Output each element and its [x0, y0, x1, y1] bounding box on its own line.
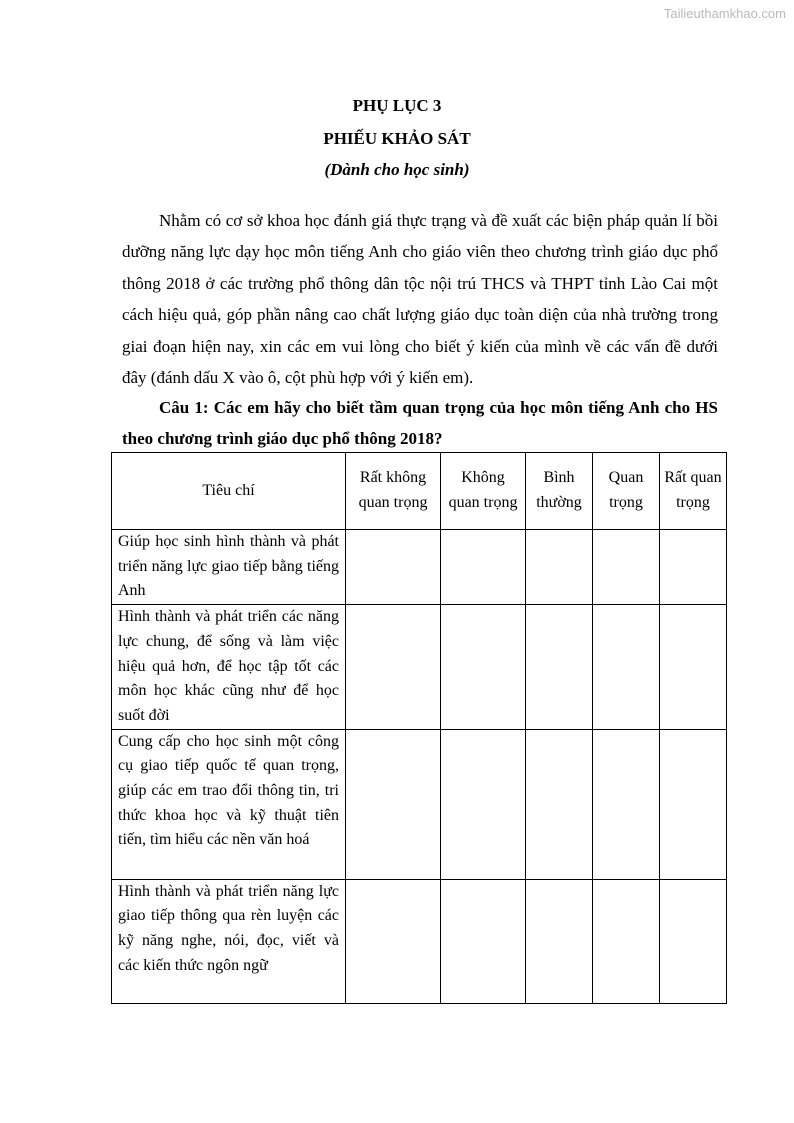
- table-header-row: [112, 453, 727, 530]
- rating-cell-unimportant[interactable]: [441, 729, 526, 879]
- rating-cell-unimportant[interactable]: [441, 879, 526, 1003]
- rating-cell-very-unimportant[interactable]: [346, 879, 441, 1003]
- appendix-label: PHỤ LỤC 3: [352, 96, 442, 115]
- criteria-cell: Hình thành và phát triển năng lực giao tiếp thông qua rèn luyện các kỹ năng nghe, nói, đọc, viết và các kiến thức ngôn ngữ: [112, 879, 346, 1003]
- rating-cell-normal[interactable]: [526, 879, 593, 1003]
- criteria-cell: Giúp học sinh hình thành và phát triển năng lực giao tiếp bằng tiếng Anh: [112, 530, 346, 605]
- header-very-important: Rất quan trọng: [660, 453, 727, 530]
- rating-cell-normal[interactable]: [526, 605, 593, 730]
- question-1: Câu 1: Các em hãy cho biết tầm quan trọng của học môn tiếng Anh cho HS theo chương trình giáo dục phổ thông 2018?: [122, 398, 718, 448]
- rating-cell-very-important[interactable]: [660, 605, 727, 730]
- table-row: [112, 530, 727, 605]
- rating-cell-very-important[interactable]: [660, 729, 727, 879]
- header-very-unimportant: Rất không quan trọng: [346, 453, 441, 530]
- survey-table: [111, 452, 727, 1004]
- table-row: [112, 605, 727, 730]
- table-row: [112, 879, 727, 1003]
- rating-cell-very-important[interactable]: [660, 530, 727, 605]
- rating-cell-very-unimportant[interactable]: [346, 605, 441, 730]
- survey-title: PHIẾU KHẢO SÁT: [323, 129, 471, 148]
- criteria-cell: Cung cấp cho học sinh một công cụ giao tiếp quốc tế quan trọng, giúp các em trao đổi thông tin, tri thức khoa học và kỹ thuật tiên tiến, tìm hiểu các nền văn hoá: [112, 729, 346, 879]
- survey-subtitle: (Dành cho học sinh): [324, 160, 470, 179]
- criteria-cell: Hình thành và phát triển các năng lực chung, để sống và làm việc hiệu quả hơn, để học tập tốt các môn học khác cũng như để học suốt đời: [112, 605, 346, 730]
- header-normal: Bình thường: [526, 453, 593, 530]
- header-important: Quan trọng: [593, 453, 660, 530]
- watermark: Tailieuthamkhao.com: [663, 6, 786, 21]
- rating-cell-very-unimportant[interactable]: [346, 729, 441, 879]
- rating-cell-important[interactable]: [593, 729, 660, 879]
- rating-cell-unimportant[interactable]: [441, 605, 526, 730]
- rating-cell-unimportant[interactable]: [441, 530, 526, 605]
- rating-cell-important[interactable]: [593, 530, 660, 605]
- rating-cell-very-important[interactable]: [660, 879, 727, 1003]
- rating-cell-important[interactable]: [593, 605, 660, 730]
- rating-cell-normal[interactable]: [526, 530, 593, 605]
- table-row: [112, 729, 727, 879]
- header-criteria: Tiêu chí: [112, 453, 346, 530]
- rating-cell-very-unimportant[interactable]: [346, 530, 441, 605]
- rating-cell-important[interactable]: [593, 879, 660, 1003]
- rating-cell-normal[interactable]: [526, 729, 593, 879]
- intro-paragraph: Nhằm có cơ sở khoa học đánh giá thực trạng và đề xuất các biện pháp quản lí bồi dưỡng năng lực dạy học môn tiếng Anh cho giáo viên theo chương trình giáo dục phổ thông 2018 ở các trường phổ thông dân tộc nội trú THCS và THPT tỉnh Lào Cai một cách hiệu quả, góp phần nâng cao chất lượng giáo dục toàn diện của nhà trường trong giai đoạn hiện nay, xin các em vui lòng cho biết ý kiến của mình về các vấn đề dưới đây (đánh dấu X vào ô, cột phù hợp với ý kiến em).: [122, 211, 718, 388]
- header-unimportant: Không quan trọng: [441, 453, 526, 530]
